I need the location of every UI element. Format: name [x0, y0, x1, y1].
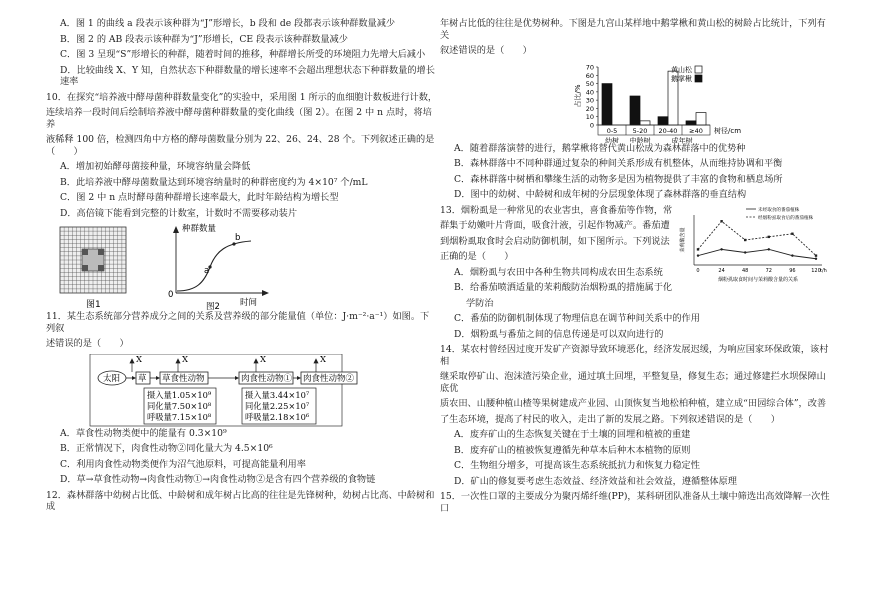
q14-stem-line: 质农田、山腰种植山楂等果树建成产业园、山顶恢复当地松柏种植，建立成“田园综合体”，改善 — [440, 398, 827, 409]
q10-option-d: D．高倍镜下能看到完整的计数室，计数时不需要移动装片 — [60, 207, 298, 219]
q11-stem-line: 述错误的是（ ） — [46, 338, 129, 349]
fed-point — [744, 238, 746, 240]
group-label: 成年树 — [671, 136, 693, 143]
fed-point — [768, 235, 770, 237]
unfed-series-line — [698, 249, 816, 258]
fed-series-line — [698, 221, 816, 255]
q9-option-a: A．图 1 的曲线 a 段表示该种群为“J”形增长，b 段和 de 段都表示该种群数量减少 — [60, 18, 396, 29]
q11 — [46, 311, 438, 350]
q11-option-a: A．草食性动物类便中的能量有 0.3×10⁹ — [60, 427, 227, 439]
fig2-origin: 0 — [168, 290, 174, 300]
q12-option-b: B．森林群落中不同种群通过复杂的种间关系形成有机整体，从而维持协调和平衡 — [454, 158, 783, 169]
q14-option-d: D．矿山的修复要考虑生态效益、经济效益和社会效益，遵循整体原理 — [454, 475, 737, 487]
legend-swatch — [695, 66, 702, 73]
y-tick-label: 0 — [589, 121, 594, 129]
growth-curve-chart — [173, 226, 269, 296]
q13-stem-line: 13．烟粉虱是一种常见的农业害虫，喜食番茄等作物，常 — [440, 204, 673, 216]
fed-point — [815, 254, 817, 256]
x-mark: X — [320, 354, 327, 365]
legend-swatch — [695, 75, 702, 82]
q12-options — [440, 143, 832, 201]
y-tick-label: 70 — [585, 63, 594, 71]
q14 — [440, 344, 832, 487]
q13-stem-line: 正确的是（ ） — [440, 251, 514, 262]
y-tick-label: 20 — [585, 104, 594, 113]
q10-stem-line: 连续培养一段时间后绘制培养液中酵母菌种群数量的变化曲线（图 2）。在图 2 中 n 点时，将培养 — [46, 107, 432, 130]
x-mark: X — [182, 354, 189, 365]
x-tick-label: 5-20 — [632, 126, 648, 135]
y-tick-label: 50 — [585, 79, 594, 88]
grass-label: 草 — [138, 373, 147, 384]
unfed-point — [720, 248, 722, 250]
line-x-unit: t/h — [820, 267, 827, 274]
q13-stem-line: 到烟粉虱取食时会启动防御机制，如下图所示。下列说法 — [440, 235, 670, 247]
q9-options — [46, 18, 438, 88]
carnivore-intake: 摄入量3.44×10⁷ — [245, 389, 310, 400]
q12-option-d: D．图中的幼树、中龄树和成年树的分层现象体现了森林群落的垂直结构 — [454, 189, 747, 200]
carnivore-respiration: 呼吸量2.18×10⁶ — [245, 411, 310, 422]
x-mark: X — [260, 354, 267, 365]
bar-tulip-tree — [602, 83, 612, 124]
legend-unfed: 未经取食的番茄植株 — [758, 207, 800, 213]
q10-option-b: B．此培养液中酵母菌数量达到环境容纳量时的种群密度约为 4×10⁷ 个/mL — [60, 176, 368, 188]
legend-label: 鹅掌楸 — [671, 74, 692, 83]
q14-option-b: B．废弃矿山的植被恢复遵循先种草本后种木本植物的原则 — [454, 444, 691, 456]
q13-stem-line: 群集于幼嫩叶片背面，吸食汁液，引起作物减产。番茄遭 — [440, 220, 670, 231]
line-x-tick: 48 — [742, 267, 749, 274]
q11-option-c: C．利用肉食性动物类便作为沼气池原料，可提高能量利用率 — [60, 458, 306, 470]
unfed-point — [697, 254, 699, 256]
x-mark: X — [136, 354, 143, 365]
q10-stem-line: 液稀释 100 倍，检测四角中方格的酵母菌数量分别为 22、26、24、28 个。下列叙述正确的是（ ） — [46, 134, 435, 157]
sun-label: 太阳 — [103, 373, 121, 384]
x-axis-label: 树径/cm — [714, 126, 742, 135]
q11-option-d: D．草→草食性动物→肉食性动物①→肉食性动物②是含有四个营养级的食物链 — [60, 474, 376, 485]
fig2-ylabel: 种群数量 — [182, 224, 217, 234]
bar-huangshan-pine — [696, 112, 706, 124]
x-tick-label: 20-40 — [658, 126, 678, 135]
y-tick-label: 30 — [585, 96, 594, 105]
y-tick-label: 40 — [585, 87, 594, 96]
q12-stem-cont: 年树占比低的往往是优势树种。下图是九宫山某样地中鹅掌楸和黄山松的树龄占比统计，下列有关 — [440, 18, 826, 41]
fig2-label: 图2 — [206, 302, 220, 311]
x-tick-label: ≥40 — [689, 126, 703, 135]
tree-age-chart — [440, 61, 832, 143]
bar-huangshan-pine — [640, 120, 650, 124]
line-x-tick: 120 — [811, 267, 821, 274]
q14-option-c: C．生物组分增多，可提高该生态系统抵抗力和恢复力稳定性 — [454, 460, 700, 471]
jasmonic-acid-line-chart — [676, 203, 832, 289]
q12-stem: 12．森林群落中幼树占比低、中龄树和成年树占比高的往往是先锋树种，幼树占比高、中龄树和成 — [46, 489, 435, 512]
unfed-point — [791, 254, 793, 256]
fed-point — [791, 232, 793, 234]
q12-option-a: A．随着群落演替的进行，鹅掌楸将替代黄山松成为森林群落中的优势种 — [454, 142, 746, 154]
q10-option-c: C．图 2 中 n 点时酵母菌种群增长速率最大，此时年龄结构为增长型 — [60, 192, 339, 203]
line-x-tick: 0 — [696, 267, 700, 274]
line-y-label: 茉莉酸含量 — [680, 226, 686, 253]
q9-option-c: C．图 3 呈现“S”形增长的种群，随着时间的推移，种群增长所受的环境阻力先增大后减小 — [60, 49, 426, 60]
bar-tulip-tree — [658, 116, 668, 124]
carnivore2-label: 肉食性动物② — [303, 373, 355, 384]
group-label: 中龄树 — [629, 136, 651, 143]
q14-option-a: A．废弃矿山的生态恢复关键在于土壤的回埋和植被的重建 — [454, 429, 691, 440]
herbivore-respiration: 呼吸量7.15×10⁸ — [147, 411, 212, 422]
q13 — [440, 205, 832, 341]
fed-point — [720, 220, 722, 222]
s-curve-line — [177, 241, 251, 291]
q13-option-d: D．烟粉虱与番茄之间的信息传递是可以双向进行的 — [454, 328, 664, 340]
fed-point — [697, 248, 699, 250]
y-axis-label: 占比/% — [574, 83, 582, 108]
q15-stem: 15．一次性口罩的主要成分为聚丙烯纤维(PP)，某科研团队准备从土壤中筛选出高效降解一次性口 — [440, 491, 830, 514]
q11-options — [46, 428, 438, 486]
q10-stem-line: 10．在探究“培养液中酵母菌种群数量变化”的实验中，采用图 1 所示的血细胞计数板进行计数， — [46, 91, 438, 103]
line-x-tick: 96 — [789, 267, 796, 274]
figure1-label: 图1 — [86, 300, 101, 310]
q13-option-a: A．烟粉虱与农田中各种生物共同构成农田生态系统 — [454, 266, 663, 278]
food-chain-svg — [46, 354, 438, 428]
line-x-tick: 24 — [718, 267, 725, 274]
x-tick-label: 0-5 — [606, 126, 618, 135]
food-chain-diagram — [46, 354, 438, 428]
q11-option-b: B．正常情况下，肉食性动物②同化量大为 4.5×10⁶ — [60, 443, 273, 454]
tree-age-bar-chart — [440, 61, 832, 143]
carnivore-assimilation: 同化量2.25×10⁷ — [245, 400, 310, 411]
q14-stem-line: 14．某农村曾经因过度开发矿产资源导致环境恶化，经济发展迟缓，为响应国家环保政策，该村相 — [440, 344, 829, 367]
y-tick-label: 60 — [585, 71, 594, 80]
fig2-point-a-label: a — [204, 266, 210, 276]
legend-fed: 经烟粉虱取食后的番茄植株 — [758, 215, 814, 221]
legend-label: 黄山松 — [671, 65, 692, 74]
bar-tulip-tree — [686, 120, 696, 124]
herbivore-assimilation: 同化量7.50×10⁸ — [147, 400, 212, 411]
q10-figures — [46, 223, 438, 311]
bar-tulip-tree — [630, 96, 640, 125]
q13-option-b: B．给番茄喷洒适量的茉莉酸防治烟粉虱的措施属于化 — [454, 282, 673, 293]
q10-option-a: A．增加初始酵母菌接种量，环境容纳量会降低 — [60, 161, 251, 172]
q9-option-b: B．图 2 的 AB 段表示该种群为“J”形增长，CE 段表示该种群数量减少 — [60, 33, 348, 45]
q11-stem-line: 11．某生态系统部分营养成分之间的关系及营养级的部分能量值（单位：J·m⁻²·a⁻¹）如图。下列叙 — [46, 311, 430, 334]
q13-option-c: C．番茄的防御机制体现了物理信息在调节种间关系中的作用 — [454, 313, 700, 324]
unfed-point — [815, 257, 817, 259]
carnivore1-label: 肉食性动物① — [241, 373, 293, 384]
q14-stem-line: 继采取停矿山、泡沫渣污染企业，通过填土回埋，平整复垦，修复生态；通过修建拦水坝保障山底优 — [440, 371, 826, 394]
q10 — [46, 92, 438, 220]
left-column — [46, 18, 438, 517]
hemocytometer-grid — [60, 227, 126, 293]
q13-option-b-cont: 学防治 — [466, 297, 494, 309]
line-caption: 烟粉虱取食时间与茉莉酸含量的关系 — [717, 276, 799, 283]
q12-stem-cont: 叙述错误的是（ ） — [440, 45, 532, 56]
group-label: 幼树 — [605, 136, 619, 143]
line-x-tick: 72 — [765, 267, 772, 274]
right-column — [440, 18, 832, 518]
unfed-point — [744, 251, 746, 253]
y-tick-label: 10 — [585, 112, 594, 121]
herbivore-intake: 摄入量1.05×10⁹ — [147, 389, 212, 400]
unfed-point — [768, 248, 770, 250]
q14-stem-line: 了生态环境，提高了村民的收入，走出了新的发展之路。下列叙述错误的是（ ） — [440, 413, 780, 425]
q12-option-c: C．森林群落中树栖和攀缘生活的动物多是因为植物提供了丰富的食物和栖息场所 — [454, 173, 783, 185]
q9-option-d: D．比较曲线 X、Y 知，自然状态下种群数量的增长速率不会超出理想状态下种群数量的增长速率 — [60, 64, 435, 87]
herbivore-label: 草食性动物 — [162, 373, 205, 384]
q10-figures-svg — [46, 223, 438, 311]
fig2-xlabel: 时间 — [240, 298, 258, 308]
fig2-point-b-label: b — [235, 233, 241, 243]
